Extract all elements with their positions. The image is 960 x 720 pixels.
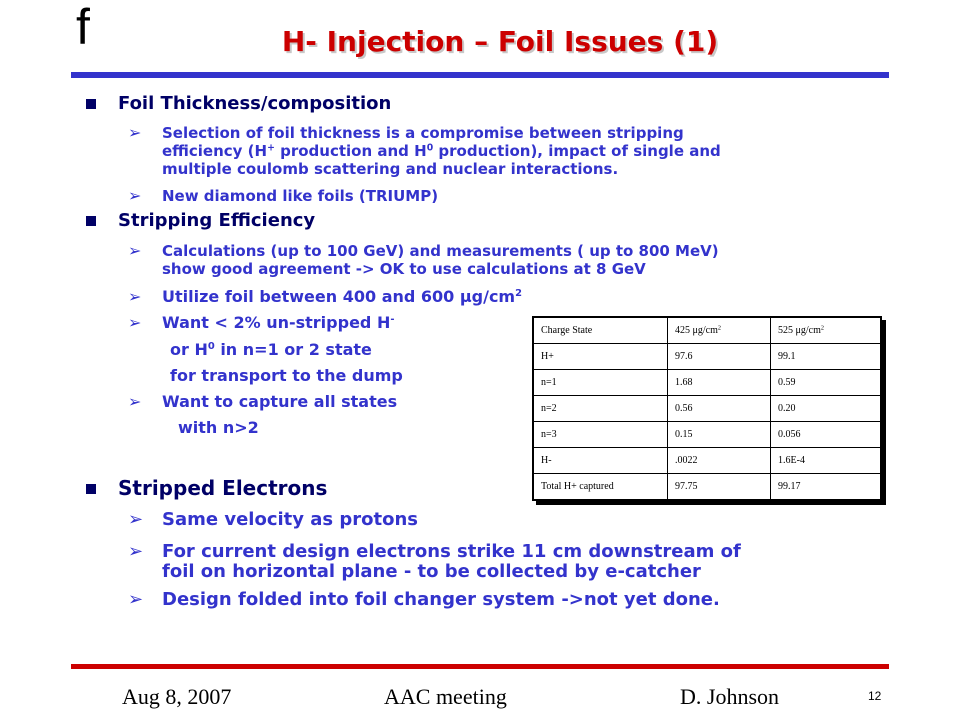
table-cell: 99.1 — [771, 344, 882, 370]
arrow-bullet-icon: ➢ — [128, 287, 142, 306]
foil-item1-line2-c: production), impact of single and — [433, 142, 721, 160]
foil-item1-line3: multiple coulomb scattering and nuclear interactions. — [162, 160, 619, 178]
foil-item1-sup-zero: 0 — [426, 142, 434, 154]
arrow-bullet-icon: ➢ — [128, 392, 142, 411]
table-header-row — [533, 317, 881, 344]
table-cell: n=3 — [533, 422, 668, 448]
stripping-item1-line1: Calculations (up to 100 GeV) and measurements ( up to 800 MeV) — [162, 242, 719, 260]
table-row — [533, 344, 881, 370]
footer-date: Aug 8, 2007 — [122, 684, 232, 709]
stripping-item2 — [162, 287, 522, 306]
electrons-item2-line1: For current design electrons strike 11 cm downstream of — [162, 541, 741, 562]
table-cell: 0.20 — [771, 396, 882, 422]
table-cell: 97.6 — [668, 344, 771, 370]
square-bullet-icon — [86, 216, 96, 226]
table-cell: 0.15 — [668, 422, 771, 448]
stripping-item3-text: Want < 2% un-stripped H — [162, 313, 391, 332]
foil-item1-line1: Selection of foil thickness is a compromise between stripping — [162, 124, 684, 142]
table-cell: H+ — [533, 344, 668, 370]
header-525-sup: 2 — [820, 324, 824, 332]
header-525-text: 525 μg/cm — [778, 325, 821, 336]
stripping-item3-line1 — [162, 313, 394, 332]
table-row — [533, 396, 881, 422]
stripping-item1-line2: show good agreement -> OK to use calculations at 8 GeV — [162, 260, 646, 278]
stripping-efficiency-heading: Stripping Efficiency — [118, 210, 316, 231]
foil-item2: New diamond like foils (TRIUMP) — [162, 187, 439, 205]
stripping-item3-sup: - — [390, 314, 395, 326]
table-cell: 1.6E-4 — [771, 448, 882, 474]
electrons-item3: Design folded into foil changer system ->not yet done. — [162, 589, 720, 610]
foil-item1-line2 — [162, 142, 721, 160]
table-header-cell: Charge State — [533, 317, 668, 344]
square-bullet-icon — [86, 484, 96, 494]
arrow-bullet-icon: ➢ — [128, 589, 144, 610]
stripping-item3-line2-sup: 0 — [207, 341, 215, 353]
arrow-bullet-icon: ➢ — [128, 509, 144, 530]
footer-meeting: AAC meeting — [384, 684, 507, 709]
stripping-item4-line2: with n>2 — [178, 418, 259, 437]
arrow-bullet-icon: ➢ — [128, 313, 142, 332]
stripping-item3-line2 — [170, 340, 372, 359]
arrow-bullet-icon: ➢ — [128, 541, 144, 562]
charge-state-table — [532, 316, 882, 501]
arrow-bullet-icon: ➢ — [128, 241, 142, 260]
electrons-item1: Same velocity as protons — [162, 509, 419, 530]
header-425-sup: 2 — [717, 324, 721, 332]
square-bullet-icon — [86, 99, 96, 109]
arrow-bullet-icon: ➢ — [128, 123, 142, 142]
table-cell: Total H+ captured — [533, 474, 668, 501]
table-row — [533, 474, 881, 501]
foil-item1-line2-a: efficiency (H — [162, 142, 268, 160]
table-cell: 97.75 — [668, 474, 771, 501]
table-cell: n=1 — [533, 370, 668, 396]
table-cell: 0.59 — [771, 370, 882, 396]
table-cell: n=2 — [533, 396, 668, 422]
table-cell: 99.17 — [771, 474, 882, 501]
stripping-item3-line2-b: in n=1 or 2 state — [214, 340, 372, 359]
table-cell: 0.56 — [668, 396, 771, 422]
electrons-item2-line2: foil on horizontal plane - to be collected by e-catcher — [162, 561, 701, 582]
foil-item1-line2-b: production and H — [274, 142, 427, 160]
header-425-text: 425 μg/cm — [675, 325, 718, 336]
arrow-bullet-icon: ➢ — [128, 186, 142, 205]
table-cell: .0022 — [668, 448, 771, 474]
table-cell: 0.056 — [771, 422, 882, 448]
title-underline — [71, 72, 889, 78]
slide-title: H- Injection – Foil Issues (1) — [281, 25, 719, 58]
table-row — [533, 370, 881, 396]
table-cell: 1.68 — [668, 370, 771, 396]
table-header-cell — [668, 317, 771, 344]
fermilab-logo: f — [76, 0, 90, 55]
footer-rule — [71, 664, 889, 669]
foil-item1-sup-plus: + — [267, 142, 275, 154]
table-cell: H- — [533, 448, 668, 474]
footer-author: D. Johnson — [680, 684, 780, 709]
stripping-item4-line1: Want to capture all states — [162, 392, 398, 411]
table-row — [533, 422, 881, 448]
stripping-item2-sup: 2 — [515, 288, 522, 300]
table-row — [533, 448, 881, 474]
page-number: 12 — [868, 689, 882, 703]
table-header-cell — [771, 317, 882, 344]
stripped-electrons-heading: Stripped Electrons — [118, 476, 328, 500]
stripping-item2-text: Utilize foil between 400 and 600 μg/cm — [162, 287, 516, 306]
stripping-item3-line3: for transport to the dump — [170, 366, 403, 385]
stripping-item3-line2-a: or H — [170, 340, 208, 359]
foil-thickness-heading: Foil Thickness/composition — [118, 93, 392, 114]
